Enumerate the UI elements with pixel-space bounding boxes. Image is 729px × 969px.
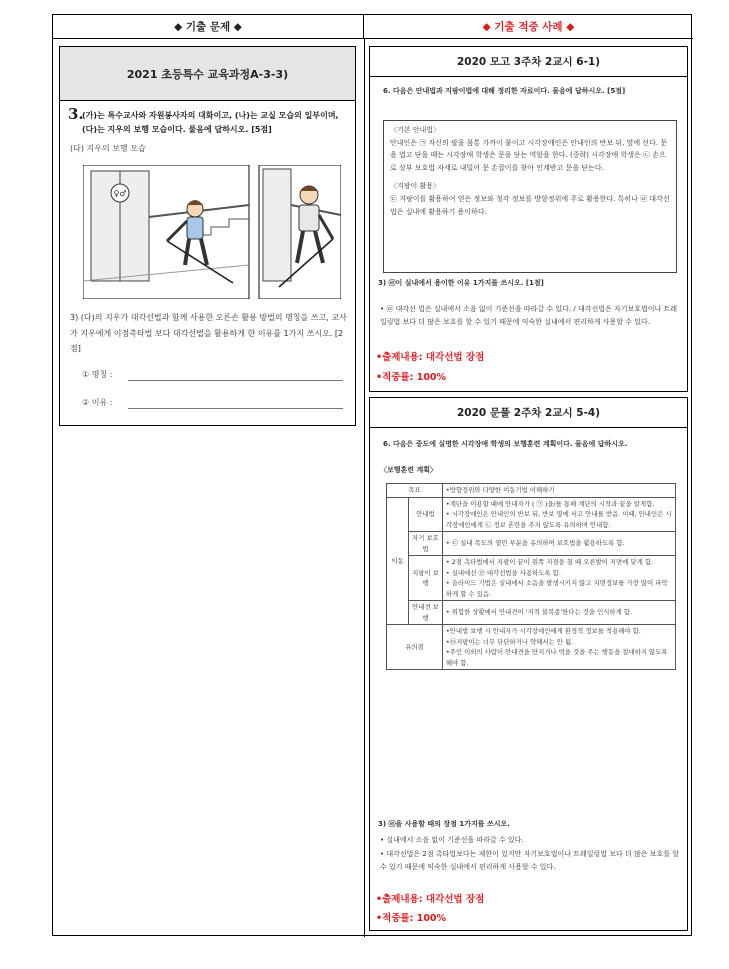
hit-case-panel-2: [369, 397, 688, 931]
section-label: (다) 지우의 보행 모습: [70, 144, 146, 153]
plan-self-1: • ㉢ 실내 복도의 열린 부분을 유의하며 보호법을 활용하도록 함.: [442, 532, 675, 556]
case1-box-paragraph-2: ㉢ 지팡이를 활용하여 얻은 정보와 청각 정보를 방향정위에 주로 활용한다. 특히나 ㉣ 대각선법은 실내에 활용하기 용이하다.: [390, 194, 670, 216]
walking-plan-table: [386, 483, 676, 670]
plan-self-label: 자기 보호법: [409, 532, 443, 556]
case2-content-line: •출제내용: 대각선법 장점: [376, 894, 485, 905]
case2-answer-2: • 대각선법은 2점 촉타법보다는 제한이 있지만 자기보호법이나 트레일링법 보다 더 많은 보호를 할 수 있기 때문에 익숙한 실내에서 편리하게 사용할 수 있다.: [380, 850, 680, 871]
hit-case-panel-1: [369, 46, 688, 392]
case1-answer: • ㉣ 대각선 법은 실내에서 소음 없이 기준선을 따라갈 수 있다. / 대각선법은 자기보호법이나 트레일링법 보다 더 많은 보호를 할 수 있기 때문에 익숙한 실내에서 편리하게 사용할 수 있다.: [380, 305, 678, 326]
answer-name-label: ① 명칭 :: [82, 370, 113, 379]
case1-content-line: •출제내용: 대각선법 장점: [376, 352, 485, 363]
plan-cane-2: • 실내에선 ㉣ 대각선법을 사용하도록 함.: [445, 568, 561, 577]
exam-question-panel: [59, 46, 356, 426]
case2-sub-question: 3) ㉣을 사용할 때의 장점 1가지를 쓰시오.: [378, 820, 510, 828]
exam-question-title: 2021 초등특수 교육과정A-3-3): [60, 47, 355, 101]
question-number: 3.: [68, 105, 84, 123]
plan-goal: •방향정위와 다양한 이동기법 이해하기: [442, 484, 675, 498]
plan-note-3: •주인 이외의 사람이 안내견을 만지거나 먹을 것을 주는 행동을 절대하지 않도록 해야 함.: [445, 648, 668, 667]
plan-dog-label: 안내견 보행: [409, 601, 443, 625]
question-text: (가)는 특수교사와 자원봉사자의 대화이고, (나)는 교실 모습의 일부이며, (다)는 지우의 보행 모습이다. 물음에 답하시오. [5점]: [82, 111, 339, 134]
comparison-sheet: [52, 14, 692, 936]
case1-box-paragraph-1: 안내인은 ㉠ 자신의 팔을 몸통 가까이 붙이고 시각장애인은 안내인의 반보 뒤, 옆에 선다. 문을 열고 닫을 때는 시각장애 학생은 문을 닫는 역할을 한다. (중략) 시각장애 학생은 ㉡ 손으로 상부 보호법 자세로 내밀어 문 손잡이를 찾아 인계받고 문을 닫는다.: [390, 138, 668, 172]
answer-reason-label: ② 이유 :: [82, 398, 113, 407]
plan-goal-label: 목표: [387, 484, 443, 498]
plan-guide-cell: [442, 497, 675, 532]
case2-question: 6. 다음은 중도에 실명한 시각장애 학생의 보행훈련 계획이다. 물음에 답하시오.: [383, 440, 628, 448]
plan-cane-1: • 2점 촉타법에서 지팡이 끝이 왼쪽 지점을 칠 때 오른발이 지면에 닿게 함.: [445, 558, 654, 566]
case1-rate-line: •적중률: 100%: [376, 372, 447, 383]
case1-sub-question: 3) ㉣이 실내에서 용이한 이유 1가지를 쓰시오. [1점]: [378, 279, 544, 287]
plan-note-label: 유의점: [387, 625, 443, 670]
plan-guide-1: •계단을 이용할 때에 안내자가 ( ㉠ )을/를 통해 계단의 시작과 끝을 알게함.: [445, 499, 655, 508]
walking-illustration: [83, 165, 341, 299]
plan-cane-3: • 슬라이드 기법은 실내에서 소음을 발생시키지 않고 지면정보를 가장 많이 파악하게 할 수 있음.: [445, 579, 668, 598]
plan-dog-1: • 위험한 상황에서 안내견이 '지적 불복종'한다는 것을 인식하게 함.: [442, 601, 675, 625]
column-divider: [364, 39, 365, 937]
case1-question: 6. 다음은 안내법과 지팡이법에 대해 정리한 자료이다. 물음에 답하시오. [5점]: [383, 87, 626, 95]
case2-plan-label: 〈보행훈련 계획〉: [380, 466, 438, 474]
case1-box-heading-2: 〈지팡이 활용〉: [390, 182, 441, 191]
case1-box-heading-1: 〈기본 안내법〉: [390, 126, 441, 134]
left-column-header: ◆ 기출 문제 ◆: [53, 15, 364, 39]
plan-guide-2: • 시각장애인은 안내인의 반보 뒤, 반보 옆에 서고 안내를 받음. 이때, 안내인은 시각장애인에게 ㉡ 정보 혼란을 주지 않도록 유의하며 안내함.: [445, 510, 672, 529]
plan-note-2: •㉤지팡이는 너무 단단하거나 약해서는 안 됨.: [445, 637, 574, 646]
svg-text:♀♂: ♀♂: [113, 189, 127, 198]
sub-question-text: 3) (다)의 지우가 대각선법과 함께 사용한 오른손 활용 방법의 명칭을 쓰고, 교사가 지우에게 이점촉타법 보다 대각선법을 활용하게 한 이유를 1가지 쓰시오. [2점]: [70, 313, 347, 353]
right-column-header: ◆ 기출 적중 사례 ◆: [364, 15, 693, 39]
hit-case-title-1: 2020 모고 3주차 2교시 6-1): [370, 47, 687, 77]
hit-case-title-2: 2020 문풀 2주차 2교시 5-4): [370, 398, 687, 428]
case2-answer-1: • 실내에서 소음 없이 기준선을 따라갈 수 있다.: [380, 836, 524, 844]
case2-rate-line: •적중률: 100%: [376, 913, 447, 924]
plan-cane-label: 지팡이 보행: [409, 556, 443, 601]
plan-note-1: •안내법 보행 시 안내자가 시각장애인에게 환경적 정보를 적용해야 함.: [445, 627, 641, 635]
plan-cane-cell: [442, 556, 675, 601]
answer-reason-line: [128, 408, 343, 409]
answer-name-line: [128, 380, 343, 381]
plan-guide-label: 안내법: [409, 497, 443, 532]
plan-move-label: 이동: [387, 497, 409, 625]
plan-note-cell: [442, 625, 675, 670]
case1-info-box: [383, 120, 677, 273]
